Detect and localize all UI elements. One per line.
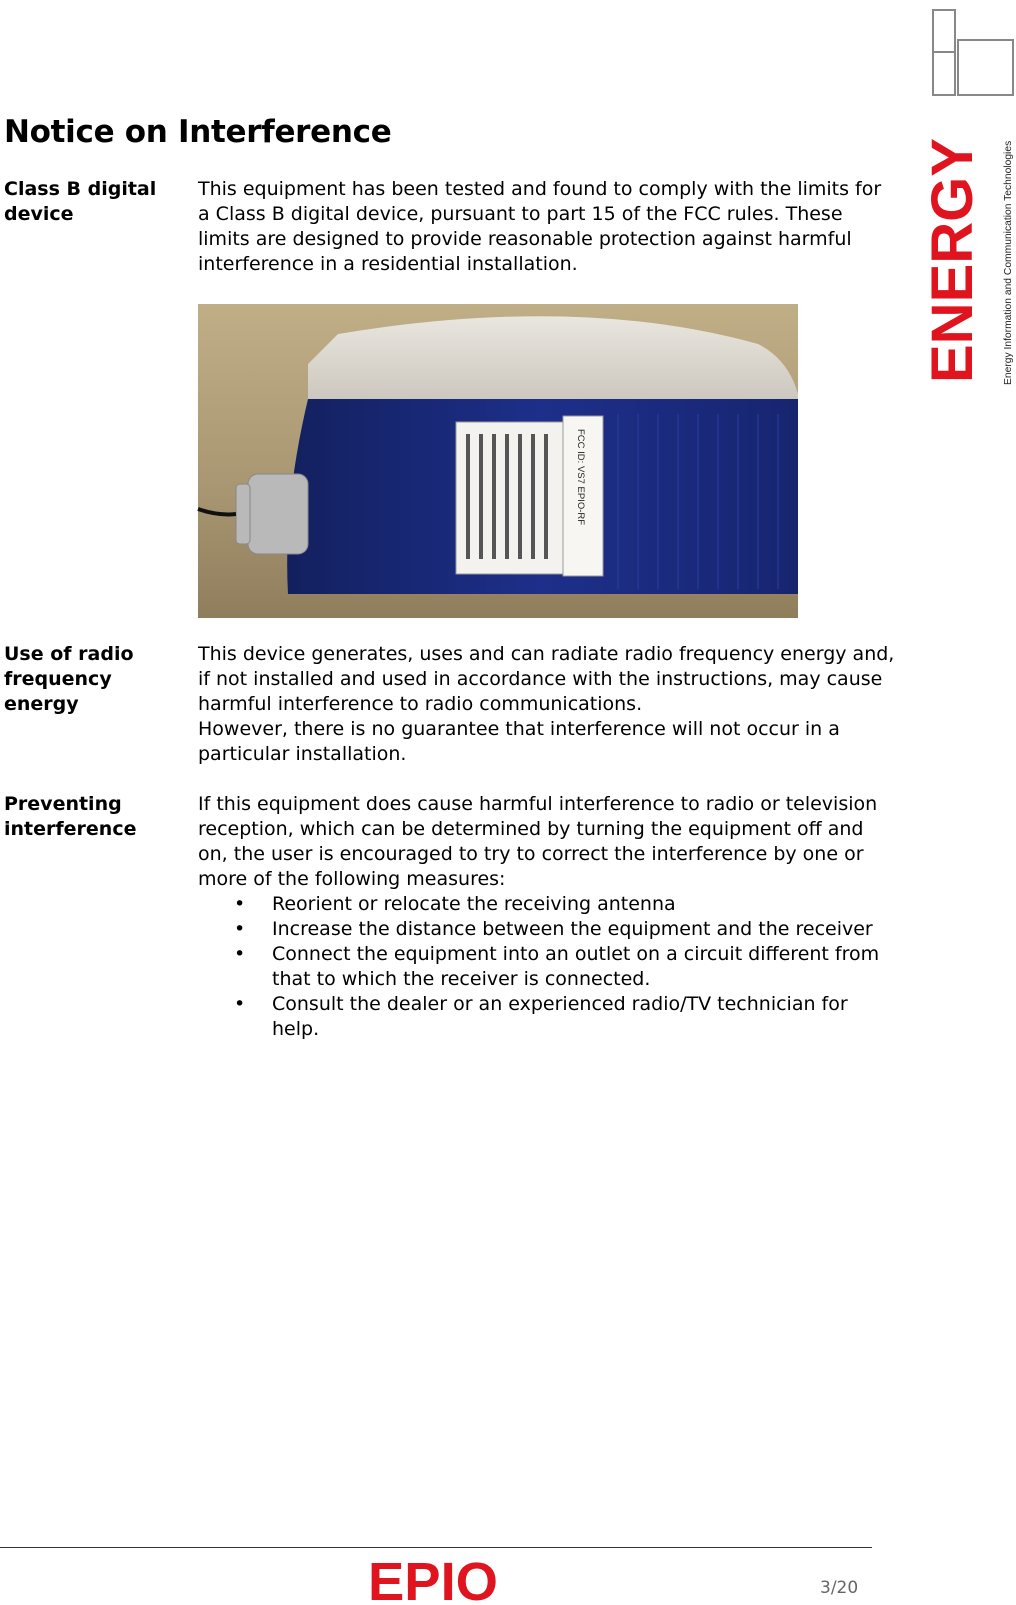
paragraph: However, there is no guarantee that interference will not occur in a particular installation. <box>198 718 840 765</box>
epio-wordmark: EPIO <box>368 1552 498 1605</box>
epio-logo <box>368 1552 502 1605</box>
energy-tagline: Energy Information and Communication Technologies <box>1003 140 1014 385</box>
footer-divider <box>0 1547 872 1548</box>
page-title: Notice on Interference <box>4 114 392 150</box>
list-item: • Consult the dealer or an experienced radio/TV technician for help. <box>198 992 898 1042</box>
ict-mark-icon <box>933 10 1013 95</box>
list-item: • Reorient or relocate the receiving antenna <box>198 892 898 917</box>
section-body-radio-frequency <box>198 642 898 767</box>
list-item: • Connect the equipment into an outlet on a circuit different from that to which the receiver is connected. <box>198 942 898 992</box>
section-body-class-b <box>198 177 898 277</box>
list-item: • Increase the distance between the equipment and the receiver <box>198 917 898 942</box>
section-label-preventing: Preventing interference <box>4 793 137 840</box>
paragraph: This equipment has been tested and found to comply with the limits for a Class B digital device, pursuant to part 15 of the FCC rules. These limits are designed to provide reasonable protection against harmful interference in a residential installation. <box>198 178 882 275</box>
device-photo <box>198 304 798 618</box>
measures-list <box>198 892 898 1042</box>
paragraph: This device generates, uses and can radiate radio frequency energy and, if not installed and used in accordance with the instructions, may cause harmful interference to radio communications. <box>198 643 895 715</box>
section-label-class-b: Class B digital device <box>4 178 157 225</box>
section-body-preventing <box>198 792 898 1042</box>
page-number: 3/20 <box>820 1578 859 1598</box>
energy-ict-logo <box>920 0 1016 395</box>
section-label-radio-frequency: Use of radio frequency energy <box>4 643 134 715</box>
paragraph: If this equipment does cause harmful interference to radio or television reception, which can be determined by turning the equipment off and on, the user is encouraged to try to correct the interference by one or more of the following measures: <box>198 793 878 890</box>
cable-gland <box>236 474 308 554</box>
energy-wordmark: ENERGY <box>920 138 985 383</box>
fcc-id-text: FCC ID: VS7 EPIO-RF <box>575 429 586 526</box>
